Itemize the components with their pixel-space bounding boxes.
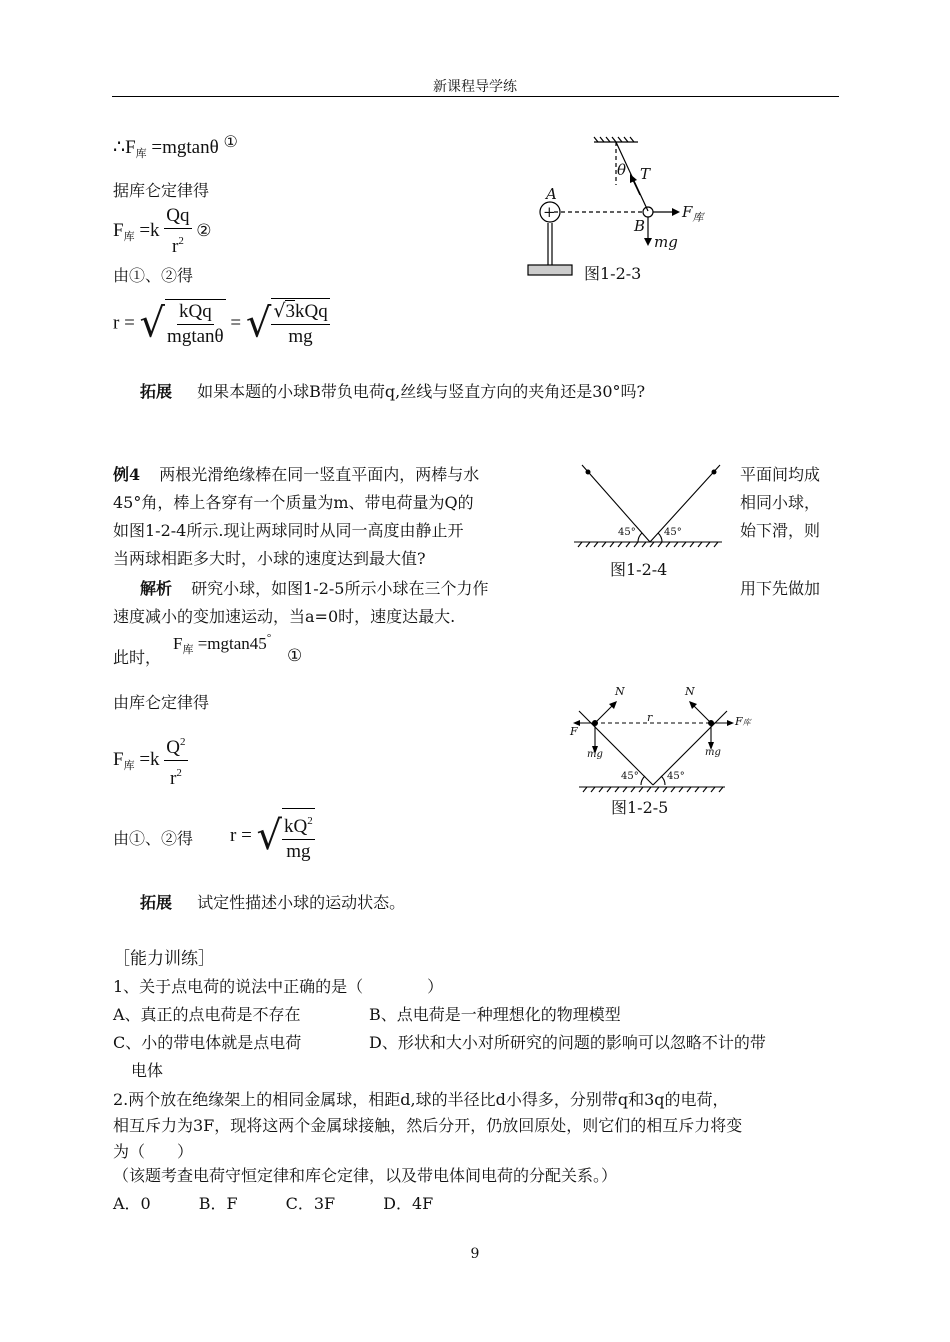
figure-caption-1-2-4: 图1-2-4 xyxy=(610,560,668,579)
eq6-r: r = xyxy=(230,825,252,846)
eq1-body: =mgtanθ xyxy=(151,137,219,158)
arrow-N-right xyxy=(693,705,711,723)
figure-1-2-4 xyxy=(572,455,727,579)
solution-label: 解析 xyxy=(140,579,173,598)
ball-B xyxy=(643,207,653,217)
eq2-sub: 库 xyxy=(123,230,135,243)
question-1: 1、关于点电荷的说法中正确的是（ ） xyxy=(113,977,444,996)
ext2-label: 拓展 xyxy=(140,893,173,912)
eq1-prefix: ∴F xyxy=(113,137,136,158)
training-heading: ［能力训练］ xyxy=(113,949,215,969)
equation-coulomb-force xyxy=(113,132,238,161)
eq2-numerator: Qq xyxy=(164,204,191,229)
angle-right: 45° xyxy=(667,771,685,782)
equation-f-mgtan45 xyxy=(173,632,271,657)
q1-option-a: A、真正的点电荷是不存在 xyxy=(113,1005,301,1024)
eq2-marker: ② xyxy=(196,220,212,240)
angle-right: 45° xyxy=(664,527,682,538)
eq3-fraction2 xyxy=(271,298,329,349)
eq5-den-exp: 2 xyxy=(176,767,182,779)
eq5-fraction xyxy=(164,730,187,791)
q1-option-d: D、形状和大小对所研究的问题的影响可以忽略不计的带 xyxy=(369,1033,766,1052)
eq3-fraction1 xyxy=(165,299,226,349)
eq6-num-exp: 2 xyxy=(307,815,313,827)
eq2-eq: =k xyxy=(139,219,160,241)
ex4-l5-right: 用下先做加 xyxy=(740,579,821,598)
plus-sign: + xyxy=(543,203,556,221)
label-T: T xyxy=(640,165,651,183)
ex4-solution xyxy=(140,576,488,599)
text-from-12: 由①、②得 xyxy=(113,266,194,285)
arrow-N-left xyxy=(595,705,613,723)
label-N-right: N xyxy=(685,685,695,698)
figure-1-2-5 xyxy=(565,683,765,817)
eq2-fraction xyxy=(164,204,191,259)
label-r: r xyxy=(647,711,653,724)
angle-left: 45° xyxy=(618,527,636,538)
sqrt-sign: √ xyxy=(139,300,166,347)
label-F-ku xyxy=(682,203,703,225)
ext-label: 拓展 xyxy=(140,382,173,401)
question-2-line1: 2.两个放在绝缘架上的相同金属球，相距d,球的半径比d小得多，分别带q和3q的电荷， xyxy=(113,1090,729,1109)
equation-coulomb-law xyxy=(113,204,212,259)
extension-2 xyxy=(140,890,405,913)
eq6-num: kQ xyxy=(284,816,308,837)
ball-right xyxy=(708,720,714,726)
ball-right xyxy=(712,470,717,475)
ex4-label: 例4 xyxy=(113,465,141,484)
page-number: 9 xyxy=(470,1246,480,1262)
label-mg-left: mg xyxy=(587,749,603,760)
eq1-marker: ① xyxy=(223,134,238,151)
label-F-ku xyxy=(735,715,751,728)
ex4-l1: 两根光滑绝缘棒在同一竖直平面内，两棒与水 xyxy=(159,465,480,484)
eq5-num: Q xyxy=(166,737,181,758)
equation-r-Q2 xyxy=(230,808,315,864)
eq4-marker: ① xyxy=(287,646,303,666)
eq2-F: F xyxy=(113,219,124,241)
eq5-eq: =k xyxy=(139,748,160,770)
ex4-l5: 研究小球，如图1-2-5所示小球在三个力作 xyxy=(191,579,489,598)
question-2-line2: 相互斥力为3F，现将这两个金属球接触，然后分开，仍放回原处，则它们的相互斥力将变 xyxy=(113,1116,743,1135)
label-mg: mg xyxy=(654,233,678,251)
eq5-den: r xyxy=(170,768,177,789)
left-rod xyxy=(579,711,653,785)
eq1-subscript: 库 xyxy=(135,148,147,160)
eq3-root: 3 xyxy=(285,301,295,322)
extension-1 xyxy=(140,379,645,402)
text-coulomb-law: 据库仑定律得 xyxy=(113,181,210,200)
label-F-ku-sub: 库 xyxy=(742,718,751,727)
ex4-l4: 当两球相距多大时，小球的速度达到最大值? xyxy=(113,549,426,568)
label-B: B xyxy=(634,217,646,235)
eq4-degree: ° xyxy=(266,632,272,644)
equation-coulomb-Q2 xyxy=(113,730,188,791)
eq5-num-exp: 2 xyxy=(180,736,186,748)
figure-caption-1-2-5: 图1-2-5 xyxy=(611,798,669,817)
ball-left xyxy=(586,470,591,475)
angle-left: 45° xyxy=(621,771,639,782)
label-mg-right: mg xyxy=(705,747,721,758)
eq4-body: =mgtan45 xyxy=(197,634,267,653)
eq3-den2: mg xyxy=(288,326,313,347)
ex4-l1-right: 平面间均成 xyxy=(740,465,821,484)
eq3-r: r = xyxy=(113,312,135,334)
label-F-sub: 库 xyxy=(692,211,704,224)
ex4-l3: 如图1-2-4所示.现让两球同时从同一高度由静止开 xyxy=(113,521,464,540)
stand-base xyxy=(528,265,572,275)
label-theta: θ xyxy=(617,161,627,179)
ext-text: 如果本题的小球B带负电荷q,丝线与竖直方向的夹角还是30°吗? xyxy=(197,382,646,401)
eq2-denominator: r xyxy=(172,236,179,257)
question-2-note: （该题考查电荷守恒定律和库仑定律，以及带电体间电荷的分配关系。） xyxy=(113,1166,618,1185)
eq6-den: mg xyxy=(286,841,311,862)
page-header: 新课程导学练 xyxy=(433,79,517,95)
left-rod xyxy=(582,465,650,542)
ex4-l8: 由库仑定律得 xyxy=(113,693,210,712)
ex4-l9: 由①、②得 xyxy=(113,829,194,848)
q1-option-d-cont: 电体 xyxy=(131,1061,164,1080)
header-rule xyxy=(112,96,839,97)
eq3-eq: = xyxy=(230,312,242,334)
sqrt-sign-2: √ xyxy=(245,300,272,347)
eq3-den1: mgtanθ xyxy=(167,325,224,347)
ex4-l3-right: 始下滑，则 xyxy=(740,521,821,540)
eq4-sub: 库 xyxy=(182,644,194,656)
figure-caption-1-2-3: 图1-2-3 xyxy=(584,264,642,283)
label-F: F xyxy=(682,203,693,221)
ex4-l2: 45°角，棒上各穿有一个质量为m、带电荷量为Q的 xyxy=(113,493,474,512)
eq3-num1: kQq xyxy=(177,300,214,325)
label-F: F xyxy=(570,725,578,738)
eq6-fraction xyxy=(282,808,315,864)
question-2-line3: 为（ ） xyxy=(113,1142,194,1161)
eq5-F: F xyxy=(113,748,124,770)
figure-1-2-3 xyxy=(520,135,720,283)
eq2-exp: 2 xyxy=(178,235,184,247)
ex4-l2-right: 相同小球， xyxy=(740,493,821,512)
eq4-F: F xyxy=(173,634,183,653)
ex4-l6: 速度减小的变加速运动，当a=0时，速度达最大. xyxy=(113,607,456,626)
ex4-line1 xyxy=(113,462,479,485)
ex4-l7: 此时， xyxy=(113,648,162,667)
q1-option-c: C、小的带电体就是点电荷 xyxy=(113,1033,302,1052)
right-rod xyxy=(650,465,720,542)
question-2-options: A．0 B．F C．3F D．4F xyxy=(113,1194,434,1213)
ext2-text: 试定性描述小球的运动状态。 xyxy=(197,893,406,912)
inner-sqrt: √ xyxy=(273,300,286,322)
ball-left xyxy=(592,720,598,726)
sqrt-sign-3: √ xyxy=(256,813,283,859)
equation-r-result xyxy=(113,298,330,349)
label-A: A xyxy=(546,185,557,203)
q1-option-b: B、点电荷是一种理想化的物理模型 xyxy=(369,1005,621,1024)
eq3-num2: kQq xyxy=(294,301,328,322)
label-F-ku-main: F xyxy=(735,715,743,728)
label-N-left: N xyxy=(615,685,625,698)
eq5-sub: 库 xyxy=(123,759,135,772)
